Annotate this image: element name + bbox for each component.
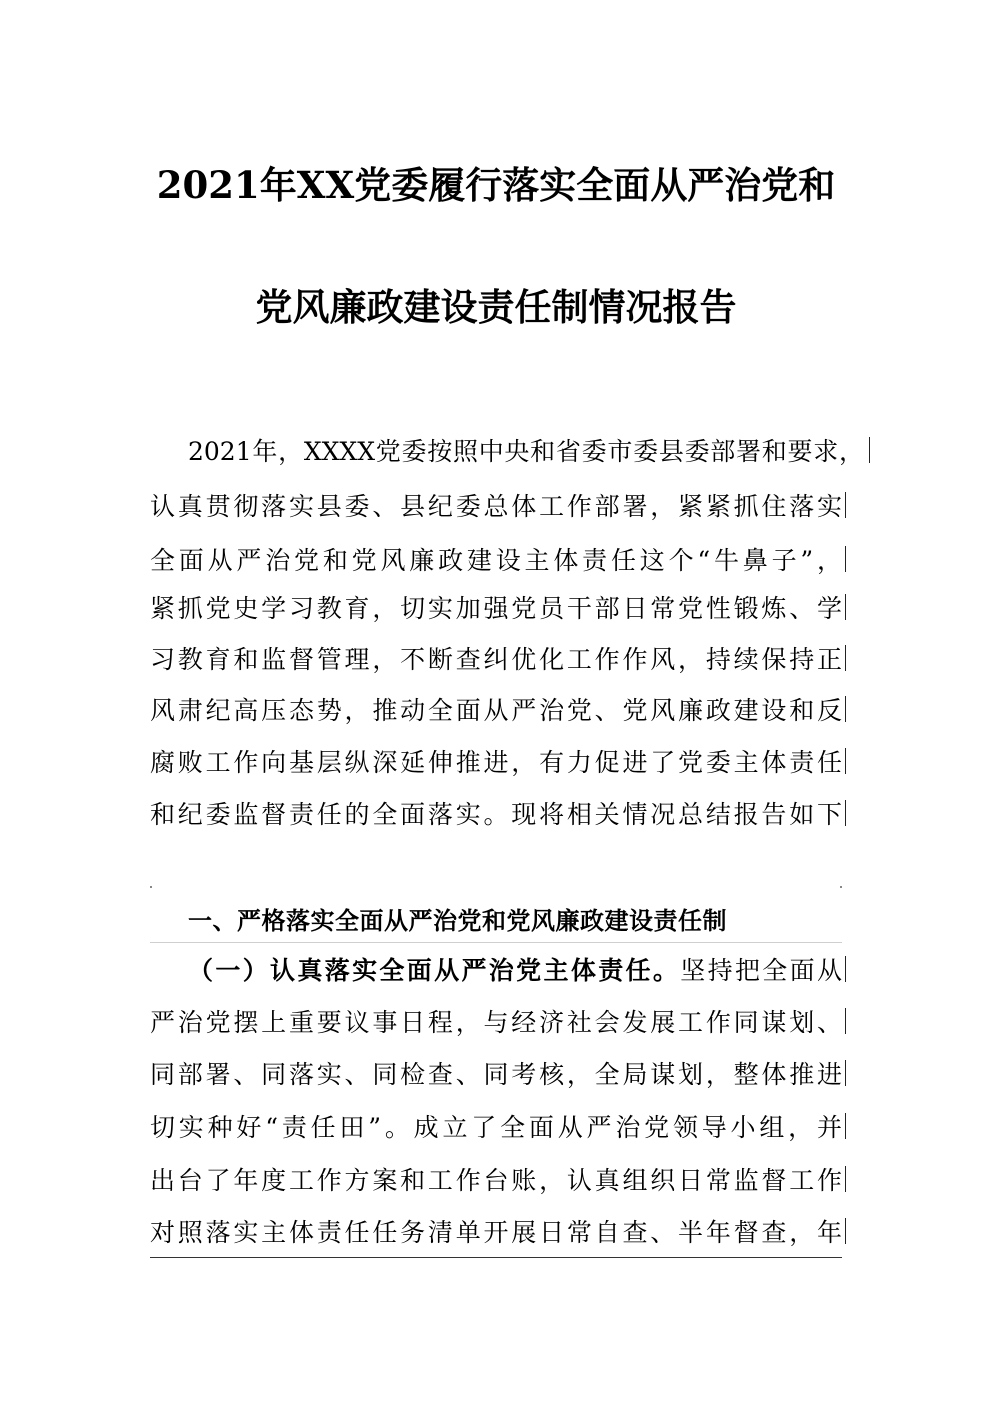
section-heading: 一、严格落实全面从严治党和党风廉政建设责任制 xyxy=(188,907,727,935)
subsection-first-tail: 坚持把全面从 xyxy=(680,956,842,985)
margin-bar xyxy=(845,492,846,518)
subsection-line: 切实种好“责任田”。成立了全面从严治党领导小组，并 xyxy=(150,1113,842,1142)
subsection-first-line xyxy=(188,951,842,991)
margin-bar xyxy=(845,1060,846,1086)
intro-line: 和纪委监督责任的全面落实。现将相关情况总结报告如下 xyxy=(150,800,842,829)
margin-bar xyxy=(845,1008,846,1034)
margin-bar xyxy=(845,748,846,774)
section-rule xyxy=(150,942,842,943)
subsection-line: 严治党摆上重要议事日程，与经济社会发展工作同谋划、 xyxy=(150,1008,842,1037)
margin-bar xyxy=(845,546,846,572)
intro-line: 紧抓党史学习教育，切实加强党员干部日常党性锻炼、学 xyxy=(150,594,842,623)
subsection-line: 对照落实主体责任任务清单开展日常自查、半年督查，年 xyxy=(150,1218,842,1247)
intro-line: 2021年，XXXX党委按照中央和省委市委县委部署和要求， xyxy=(188,437,864,466)
subsection-line: 出台了年度工作方案和工作台账，认真组织日常监督工作 xyxy=(150,1166,842,1195)
intro-line: 腐败工作向基层纵深延伸推进，有力促进了党委主体责任 xyxy=(150,748,842,777)
intro-line: 认真贯彻落实县委、县纪委总体工作部署，紧紧抓住落实 xyxy=(150,492,842,521)
document-title-line-2: 党风廉政建设责任制情况报告 xyxy=(255,285,737,329)
page-bottom-rule xyxy=(150,1257,842,1258)
intro-line: 风肃纪高压态势，推动全面从严治党、党风廉政建设和反 xyxy=(150,696,842,725)
margin-bar xyxy=(845,956,846,982)
layout-mark xyxy=(840,886,842,888)
margin-bar xyxy=(845,1218,846,1244)
margin-bar xyxy=(845,1166,846,1192)
margin-bar xyxy=(845,800,846,826)
margin-bar xyxy=(845,696,846,722)
intro-line: 全面从严治党和党风廉政建设主体责任这个“牛鼻子”， xyxy=(150,546,842,575)
intro-line: 习教育和监督管理，不断查纠优化工作作风，持续保持正 xyxy=(150,645,842,674)
document-title-line-1: 2021年XX党委履行落实全面从严治党和 xyxy=(156,163,836,207)
margin-bar xyxy=(845,1113,846,1139)
subsection-line: 同部署、同落实、同检查、同考核，全局谋划，整体推进 xyxy=(150,1060,842,1089)
margin-bar xyxy=(845,594,846,620)
layout-mark xyxy=(150,886,152,888)
margin-bar xyxy=(845,645,846,671)
subsection-title: （一）认真落实全面从严治党主体责任。 xyxy=(188,956,681,985)
margin-bar xyxy=(869,437,870,463)
